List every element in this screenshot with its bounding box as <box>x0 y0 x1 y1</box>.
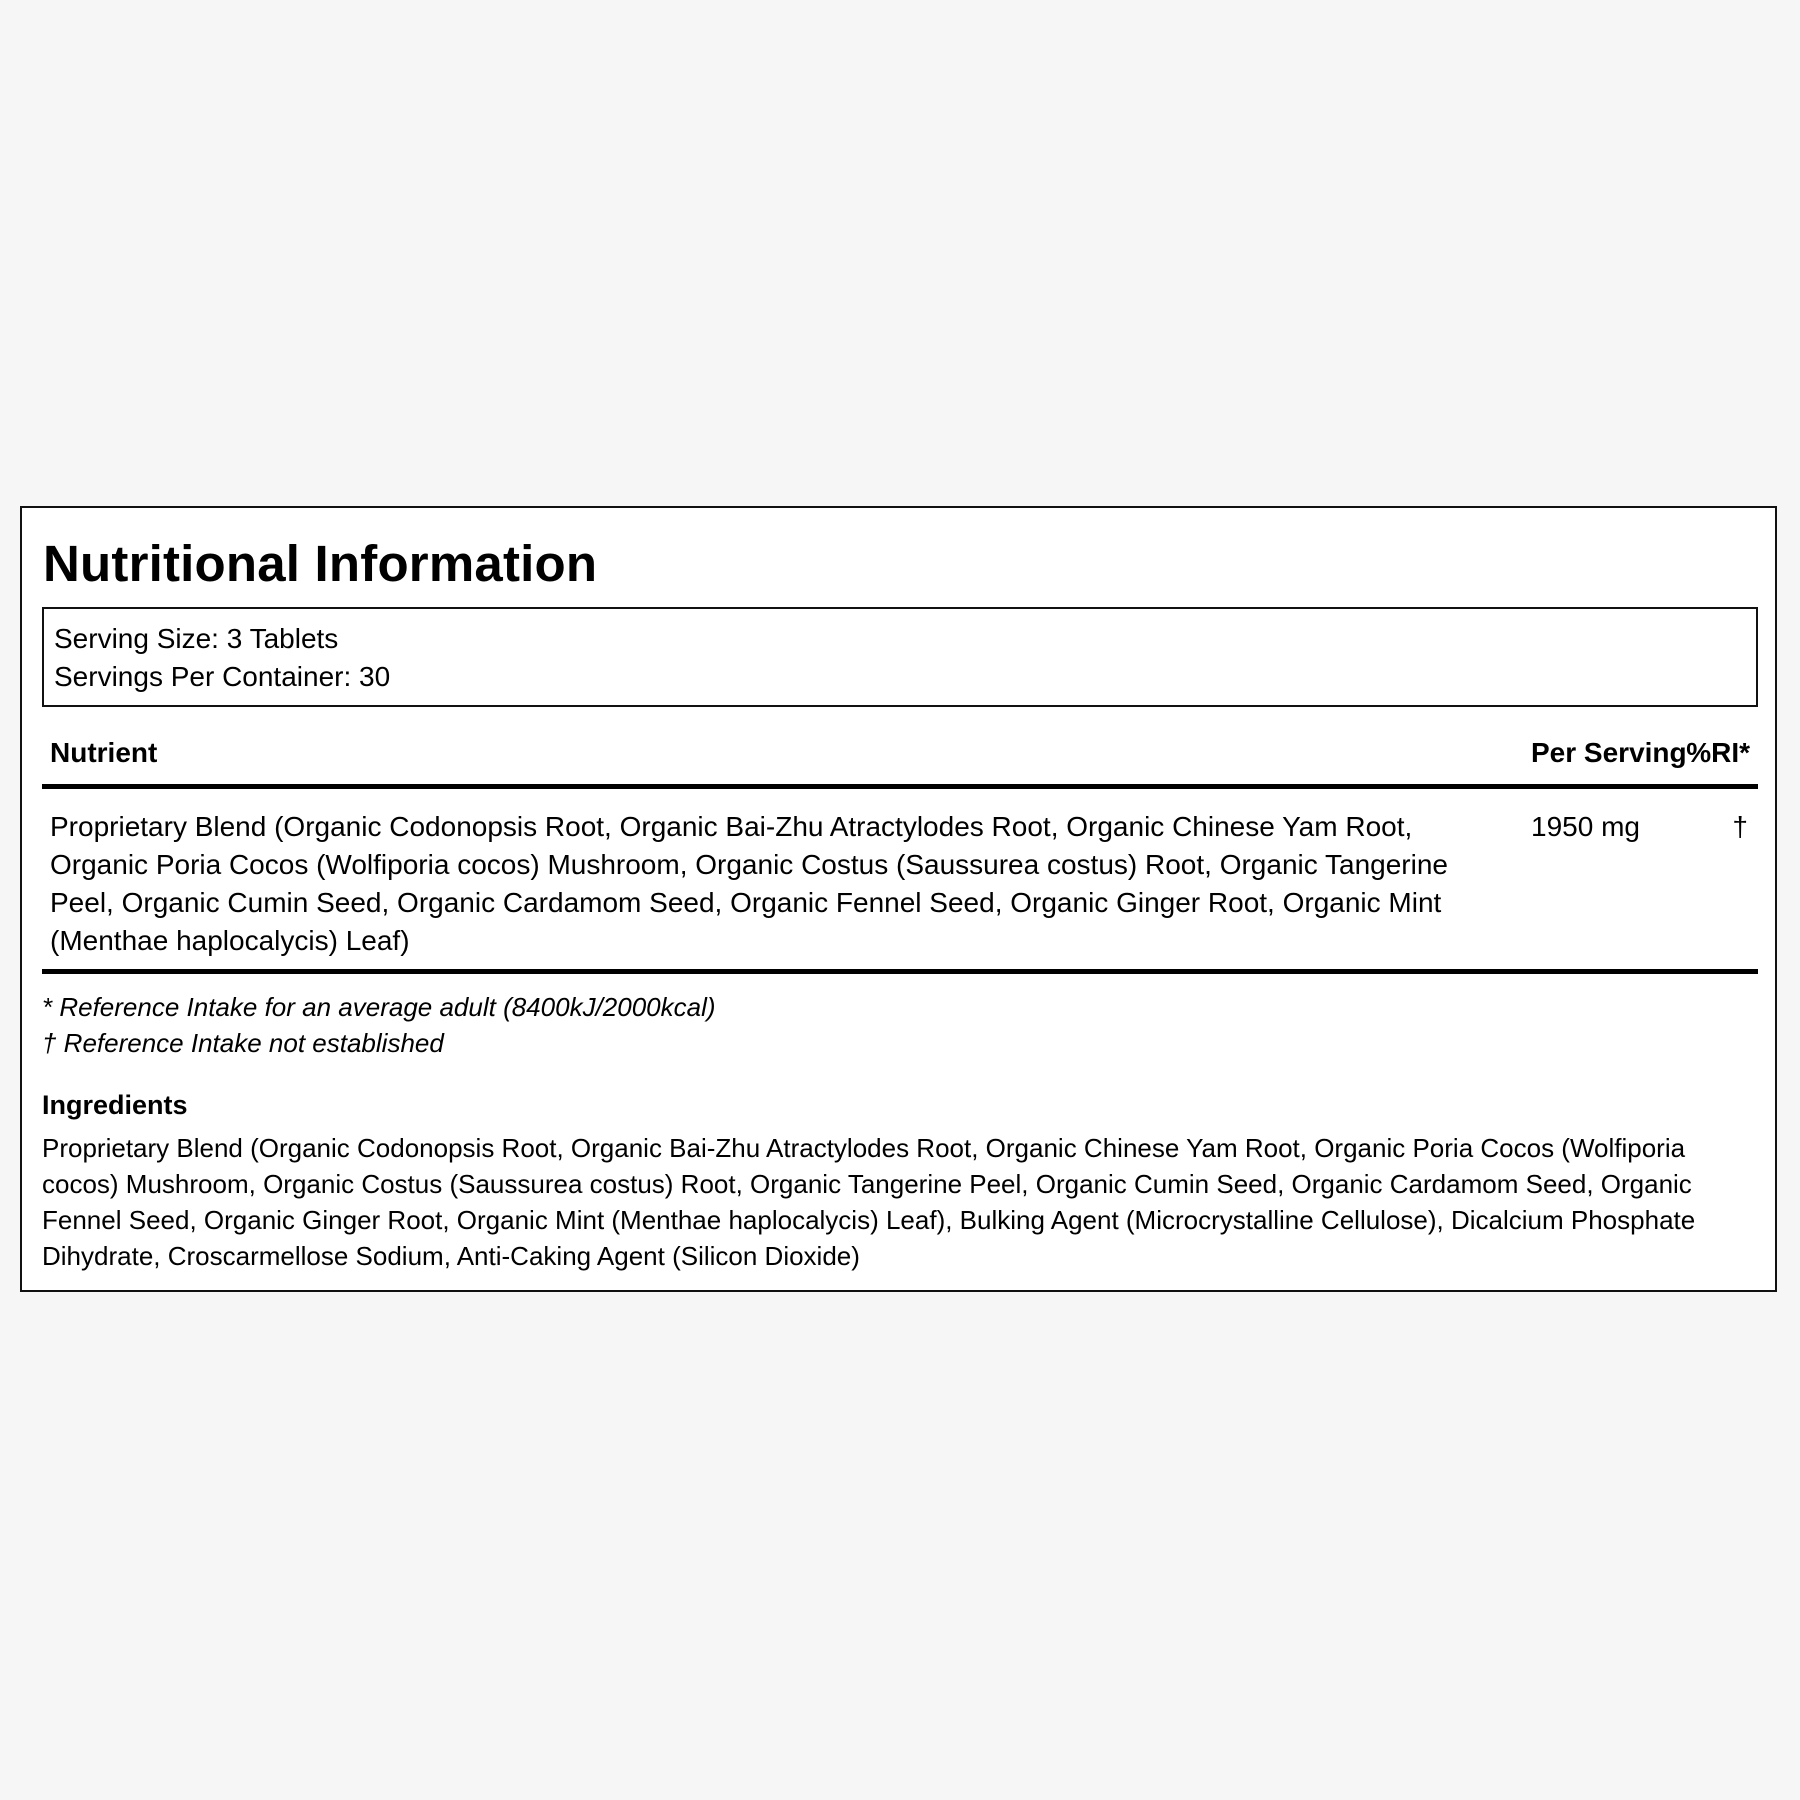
row-ri: † <box>1732 811 1748 842</box>
nutrition-label-panel <box>20 506 1777 1292</box>
ingredients-text: Proprietary Blend (Organic Codonopsis Root, Organic Bai-Zhu Atractylodes Root, Organic Chinese Yam Root, Organic Poria Cocos (Wolfiporia cocos) Mushroom, Organic Costus (Saussurea costus) Root, Organic Tangerine Peel, Organic Cumin Seed, Organic Cardamom Seed, Organic Fennel Seed, Organic Ginger Root, Organic Mint (Menthae haplocalycis) Leaf), Bulking Agent (Microcrystalline Cellulose), Dicalcium Phosphate Dihydrate, Croscarmellose Sodium, Anti-Caking Agent (Silicon Dioxide) <box>42 1133 1696 1271</box>
header-per-serving: Per Serving <box>1531 737 1687 768</box>
nutrient-table <box>42 724 1758 974</box>
label-title: Nutritional Information <box>43 535 598 592</box>
nutrient-table-header <box>42 724 1758 789</box>
footnote-not-established: † Reference Intake not established <box>42 1028 444 1058</box>
table-row <box>42 789 1758 974</box>
servings-per-container: Servings Per Container: 30 <box>54 661 391 692</box>
ingredients-heading: Ingredients <box>42 1090 188 1120</box>
serving-info-box <box>42 607 1758 707</box>
header-ri: %RI* <box>1686 737 1750 768</box>
footnotes <box>42 989 716 1061</box>
header-nutrient: Nutrient <box>50 737 158 768</box>
serving-size: Serving Size: 3 Tablets <box>54 623 339 654</box>
row-nutrient-name: Proprietary Blend (Organic Codonopsis Root, Organic Bai-Zhu Atractylodes Root, Organic Chinese Yam Root, Organic Poria Cocos (Wolfiporia cocos) Mushroom, Organic Costus (Saussurea costus) Root, Organic Tangerine Peel, Organic Cumin Seed, Organic Cardamom Seed, Organic Fennel Seed, Organic Ginger Root, Organic Mint (Menthae haplocalycis) Leaf) <box>50 811 1448 956</box>
row-per-serving: 1950 mg <box>1531 811 1640 842</box>
footnote-reference-intake: * Reference Intake for an average adult (8400kJ/2000kcal) <box>42 992 716 1022</box>
